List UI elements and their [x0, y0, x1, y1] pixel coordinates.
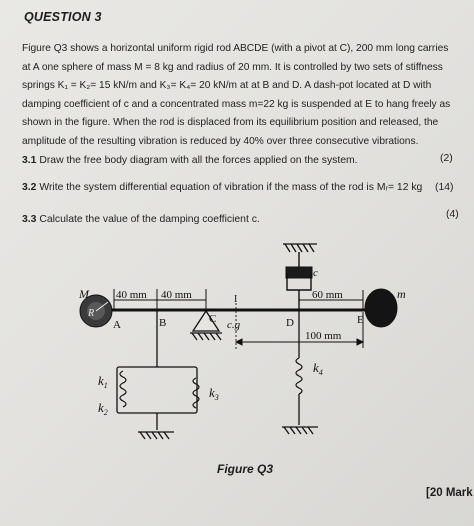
- cg-label: c.g: [227, 319, 241, 331]
- radius-label-R: R: [88, 308, 95, 319]
- subquestion-marks: (4): [446, 209, 459, 220]
- point-label-B: B: [159, 317, 167, 329]
- subquestion-text: Write the system differential equation of vibration if the mass of the rod is Mᵣ= 12 kg: [39, 182, 423, 193]
- point-label-E: E: [357, 314, 364, 326]
- statement-line: damping coefficient of c and a concentrated mass m=22 kg is suspended at E to hang freely as: [22, 98, 451, 110]
- spring-label-k1: $k_1$: [98, 373, 108, 390]
- statement-line: Figure Q3 shows a horizontal uniform rigid rod ABCDE (with a pivot at C), 200 mm long carries: [22, 43, 449, 54]
- subquestion-marks: (14): [435, 182, 454, 193]
- sphere-label-M: M: [79, 287, 89, 301]
- suspended-mass-m: [365, 289, 397, 327]
- spring-label-k2: $k_2$: [98, 400, 108, 417]
- cg-label-I: I: [234, 294, 238, 305]
- dimension-ce: 100 mm: [305, 330, 342, 342]
- spring-assembly-B: [117, 311, 199, 439]
- spring-label-k3: $k_3$: [209, 385, 219, 402]
- total-marks: [20 Mark: [426, 487, 473, 499]
- statement-line: amplitude of the resulting vibration is reduced by 40% over three consecutive vibrations.: [22, 135, 419, 147]
- dimension-de: 60 mm: [312, 289, 343, 301]
- statement-line: springs K₁ = K₂= 15 kN/m and K₃= K₄= 20 kN/m at at B and D. A dash-pot located at D with: [22, 80, 432, 92]
- subquestion-text: Calculate the value of the damping coefficient c.: [39, 214, 260, 225]
- point-label-C: C: [209, 313, 217, 325]
- statement-line: at A one sphere of mass M = 8 kg and radius of 20 mm. It is controlled by two sets of stiffness: [22, 61, 443, 73]
- point-label-A: A: [113, 319, 121, 331]
- statement-line: shown in the figure. When the rod is displaced from its equilibrium position and released, the: [22, 117, 439, 129]
- mass-label-m: m: [397, 287, 406, 301]
- subquestion-marks: (2): [440, 153, 453, 164]
- dimension-ab: 40 mm: [116, 289, 147, 301]
- pivot-support: [190, 311, 222, 340]
- point-label-D: D: [286, 317, 294, 329]
- spring-label-k4: $k_4$: [313, 360, 323, 377]
- figure-caption: Figure Q3: [217, 462, 274, 476]
- dashpot-label: c: [313, 267, 318, 279]
- top-ground-support: [283, 244, 317, 252]
- dimension-bc: 40 mm: [161, 289, 192, 301]
- subquestion-number: 3.1: [22, 155, 37, 166]
- subquestion-number: 3.3: [22, 214, 37, 225]
- subquestion-text: Draw the free body diagram with all the forces applied on the system.: [39, 155, 358, 166]
- subquestion-number: 3.2: [22, 182, 37, 193]
- question-title: QUESTION 3: [24, 10, 102, 24]
